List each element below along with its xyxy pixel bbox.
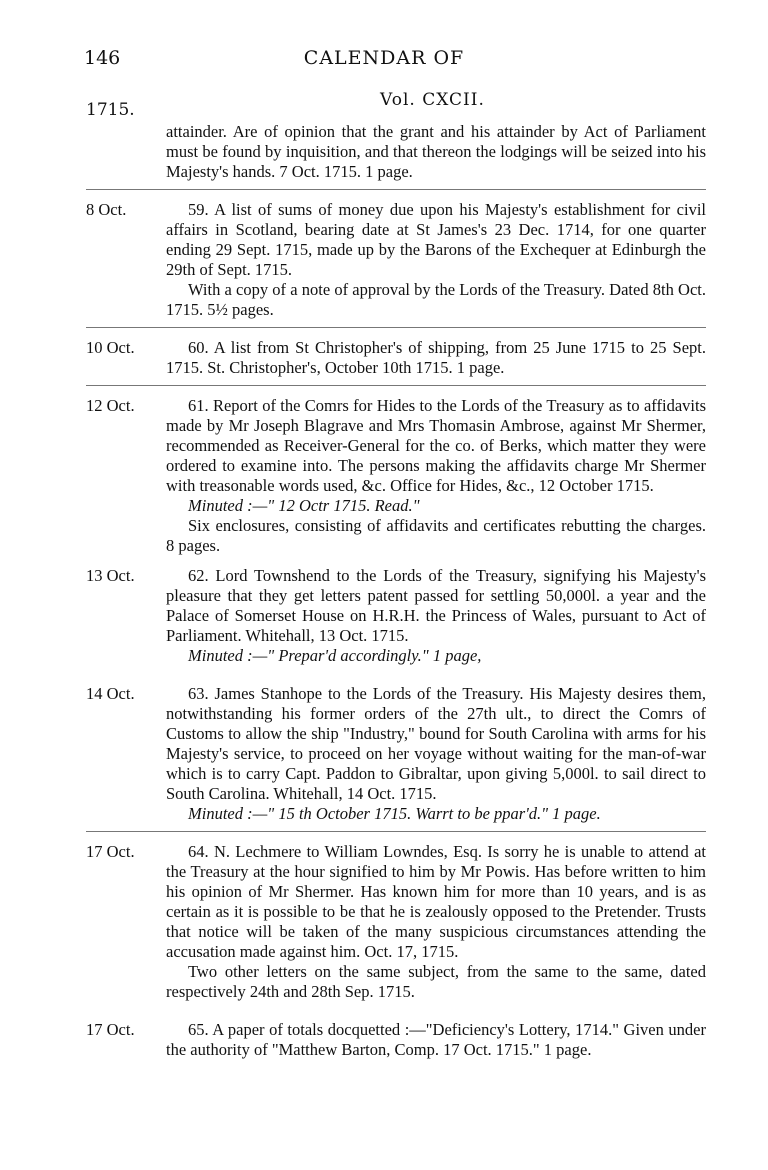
entry-date: 13 Oct. xyxy=(86,566,135,585)
entry-minuted: Minuted :—" Prepar'd accordingly." 1 page, xyxy=(188,646,482,665)
entry-text: 65. A paper of totals docquetted :—"Deficiency's Lottery, 1714." Given under the authority of "Matthew Barton, Comp. 17 Oct. 1715." 1 page. xyxy=(166,1020,706,1059)
entry-gap xyxy=(86,1002,706,1020)
entry-61 xyxy=(86,396,706,556)
calendar-body xyxy=(86,122,706,1060)
running-head: CALENDAR OF xyxy=(303,47,465,69)
entry-note: Six enclosures, consisting of affidavits and certificates rebutting the charges. 8 pages. xyxy=(166,516,706,555)
entry-note: Two other letters on the same subject, from the same to the same, dated respectively 24th and 28th Sep. 1715. xyxy=(166,962,706,1001)
entry-text: 62. Lord Townshend to the Lords of the Treasury, signifying his Majesty's pleasure that they get letters patent passed for settling 50,000l. a year and the Palace of Somerset House on H.R.H. the Princess of Wales, pursuant to Act of Parliament. Whitehall, 13 Oct. 1715. xyxy=(166,566,706,645)
entry-59 xyxy=(86,200,706,320)
volume-heading: Vol. CXCII. xyxy=(380,90,485,110)
margin-year: 1715. xyxy=(86,100,135,120)
entry-divider xyxy=(86,831,706,832)
entry-text: 64. N. Lechmere to William Lowndes, Esq. Is sorry he is unable to attend at the Treasury at the hour signified to him by Mr Powis. Has before written to him his opinion of Mr Shermer. Has known him for more than 10 years, and is as certain as it is possible to be that he is zealously opposed to the Pretender. Trusts that notice will be taken of the many suspicious circumstances attending the accusation made against him. Oct. 17, 1715. xyxy=(166,842,706,961)
entry-divider xyxy=(86,385,706,386)
entry-minuted: Minuted :—" 12 Octr 1715. Read." xyxy=(188,496,420,515)
entry-text: 63. James Stanhope to the Lords of the Treasury. His Majesty desires them, notwithstanding his former orders of the 27th ult., to direct the Comrs of Customs to allow the ship "Industry," bound for South Carolina with arms for his Majesty's service, to proceed on her voyage without waiting for the man-of-war which is to carry Capt. Paddon to Gibraltar, upon giving 5,000l. to sail direct to South Carolina. Whitehall, 14 Oct. 1715. xyxy=(166,684,706,803)
entry-date: 10 Oct. xyxy=(86,338,135,357)
entry-divider xyxy=(86,189,706,190)
entry-divider xyxy=(86,327,706,328)
entry-date: 17 Oct. xyxy=(86,1020,135,1039)
entry-date: 8 Oct. xyxy=(86,200,127,219)
entry-63 xyxy=(86,684,706,824)
entry-date: 14 Oct. xyxy=(86,684,135,703)
page-number: 146 xyxy=(84,47,121,69)
entry-minuted: Minuted :—" 15 th October 1715. Warrt to be ppar'd." 1 page. xyxy=(188,804,601,823)
entry-date: 17 Oct. xyxy=(86,842,135,861)
continuation-text: attainder. Are of opinion that the grant and his attainder by Act of Parliament must be found by inquisition, and that thereon the lodgings will be seized into his Majesty's hands. 7 Oct. 1715. 1 page. xyxy=(166,122,706,181)
entry-60 xyxy=(86,338,706,378)
entry-gap xyxy=(86,666,706,684)
entry-65 xyxy=(86,1020,706,1060)
entry-text: 61. Report of the Comrs for Hides to the Lords of the Treasury as to affidavits made by Mr Joseph Blagrave and Mrs Thomasin Ambrose, against Mr Shermer, recommended as Receiver-General for the co. of Berks, which matter they were ordered to examine into. The persons making the affidavits charge Mr Shermer with treasonable words used, &c. Office for Hides, &c., 12 October 1715. xyxy=(166,396,706,495)
entry-text: 59. A list of sums of money due upon his Majesty's establishment for civil affairs in Scotland, bearing date at St James's 23 Dec. 1714, for one quarter ending 29 Sept. 1715, made up by the Barons of the Exchequer at Edinburgh the 29th of Sept. 1715. xyxy=(166,200,706,279)
entry-note: With a copy of a note of approval by the Lords of the Treasury. Dated 8th Oct. 1715. 5½ pages. xyxy=(166,280,706,319)
entry-62 xyxy=(86,566,706,666)
entry-gap xyxy=(86,556,706,566)
entry-date: 12 Oct. xyxy=(86,396,135,415)
entry-text: 60. A list from St Christopher's of shipping, from 25 June 1715 to 25 Sept. 1715. St. Christopher's, October 10th 1715. 1 page. xyxy=(166,338,706,377)
entry-64 xyxy=(86,842,706,1002)
entry-continuation xyxy=(86,122,706,182)
